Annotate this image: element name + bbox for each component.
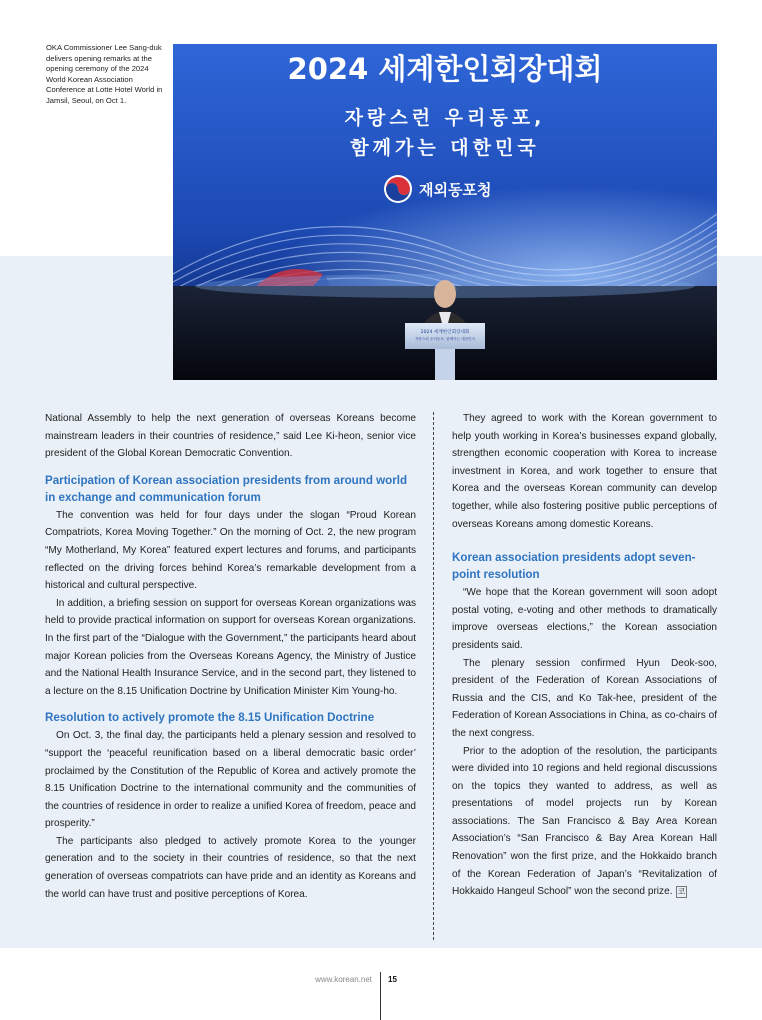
paragraph: On Oct. 3, the final day, the participants held a plenary session and resolved to “support the ‘peaceful reunification based on a liberal democratic basic order’ proclaimed by the Constitution of the Republic of Korea and actively promote the 8.15 Unification Doctrine to the international community and the communities of the countries of residence in order to realize a unified Korea of freedom, peace and prosperity.”	[45, 730, 416, 830]
footer-divider	[380, 972, 381, 1020]
conference-photo	[173, 44, 717, 380]
paragraph: The plenary session confirmed Hyun Deok-soo, president of the Federation of Korean Associations of Russia and the CIS, and Ko Tak-hee, president of the Federation of Korean Associations in China, as co-chairs of the next congress.	[452, 657, 717, 739]
footer-url: www.korean.net	[315, 975, 372, 984]
agency-logo-icon	[384, 175, 412, 203]
banner-slogan-line1: 자랑스런 우리동포,	[344, 107, 546, 129]
photo-caption: OKA Commissioner Lee Sang-duk delivers opening remarks at the opening ceremony of the 2024 World Korean Association Conference at Lotte Hotel World in Jamsil, Seoul, on Oct 1.	[46, 43, 163, 105]
agency-name: 재외동포청	[419, 181, 492, 199]
paragraph-text: Prior to the adoption of the resolution, the participants were divided into 10 regions and held regional discussions on the topics they wanted to address, as well as presentations of model projects run by Korean associations. The San Francisco & Bay Area Korean Association’s “San Francisco & Bay Area Korean Hall Renovation” won the first prize, and the Hokkaido branch of the Korean Federation of Japan’s “Revitalization of Hokkaido Hangeul School” won the second prize.	[452, 745, 717, 898]
right-column	[452, 410, 717, 901]
banner-slogan-line2: 함께가는 대한민국	[350, 137, 540, 159]
paragraph: They agreed to work with the Korean government to help youth working in Korea’s businesses expand globally, strengthen economic cooperation with Korea to increase investment in Korea, and work together to ensure that Korea and the overseas Korean community can develop together, while also fostering positive public perceptions of overseas Koreans among domestic Koreans.	[452, 413, 717, 530]
left-column	[45, 410, 416, 903]
paragraph: The participants also pledged to actively promote Korea to the younger generation and to the society in their countries of residence, so that the next generation of overseas compatriots can have pride and an identity as Koreans and the world can have trust and positive perceptions of Korea.	[45, 835, 416, 900]
paragraph: “We hope that the Korean government will soon adopt postal voting, e-voting and other methods to dramatically improve overseas elections,” the Korean association presidents said.	[452, 587, 717, 651]
podium-line2: 자랑스런 우리동포, 함께가는 대한민국	[414, 337, 476, 341]
page-number: 15	[388, 975, 397, 984]
paragraph	[452, 743, 717, 901]
section-heading: Resolution to actively promote the 8.15 Unification Doctrine	[45, 711, 375, 725]
paragraph: In addition, a briefing session on support for overseas Korean organizations was held to provide practical information on support for overseas Korean organizations. In the first part of the “Dialogue with the Government,” the participants heard about major Korean policies from the Overseas Koreans Agency, the Ministry of Justice and the National Health Insurance Service, and in the second part, they listened to a lecture on the 8.15 Unification Doctrine by Unification Minister Kim Young-ho.	[45, 597, 416, 697]
banner-title: 2024 세계한인회장대회	[287, 52, 603, 86]
section-heading: Participation of Korean association presidents from around world in exchange and communication forum	[45, 473, 408, 504]
podium-line1: 2024 세계한인회장대회	[420, 330, 470, 335]
column-divider	[433, 412, 434, 940]
paragraph: National Assembly to help the next generation of overseas Koreans become mainstream leaders in their countries of residence,” said Lee Ki-heon, senior vice president of the Global Korean Democratic Convention.	[45, 413, 416, 460]
section-heading: Korean association presidents adopt seven-point resolution	[452, 551, 696, 582]
paragraph: The convention was held for four days under the slogan “Proud Korean Compatriots, Korea Moving Together.” On the morning of Oct. 2, the new program “My Motherland, My Korea” featured expert lectures and forums, and participants reflected on the driving forces behind Korea’s remarkable development from a historical and cultural perspective.	[45, 509, 416, 592]
end-mark-icon: 코	[677, 887, 686, 897]
